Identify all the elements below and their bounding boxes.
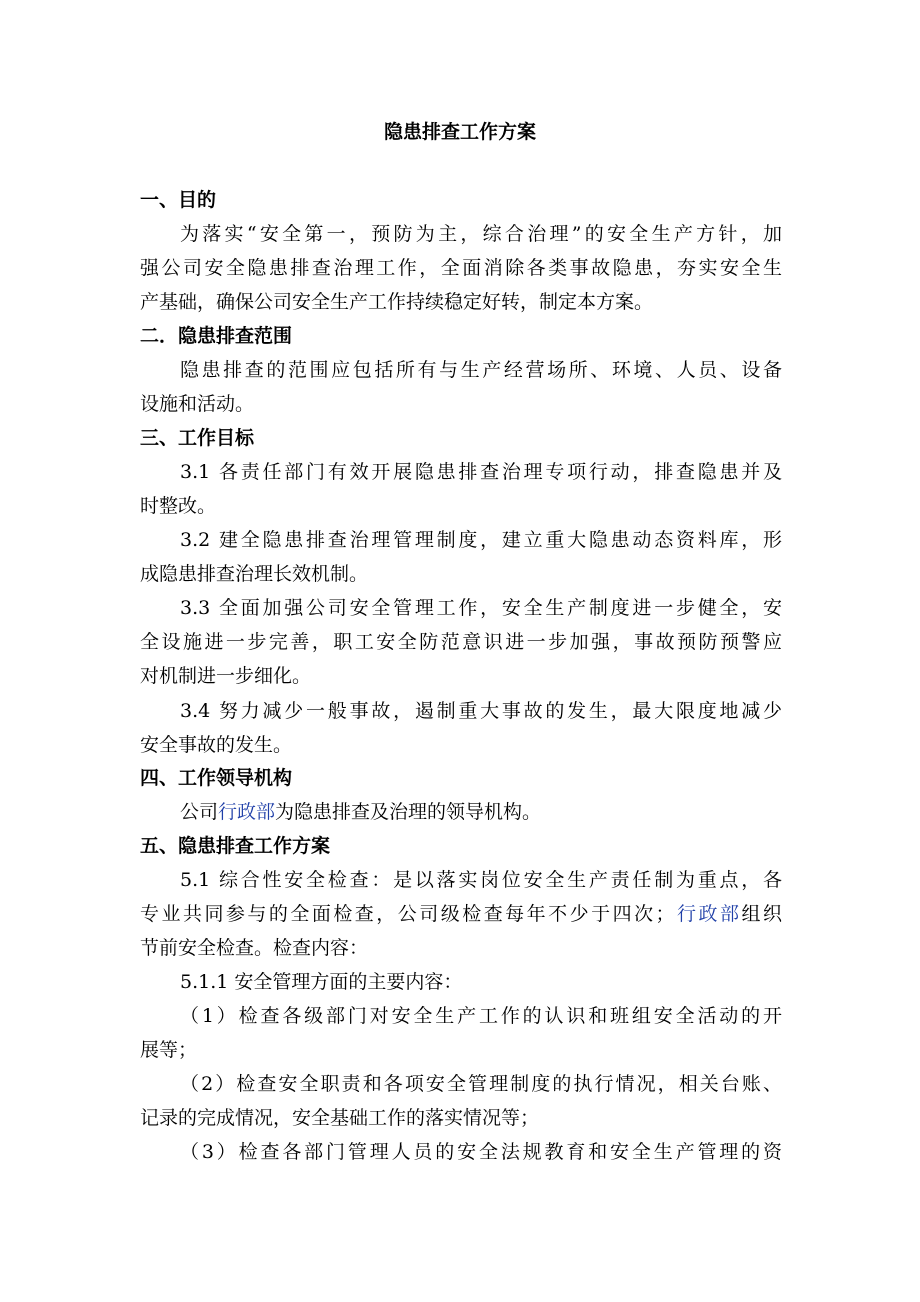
text-line: 节前安全检查。检查内容：	[140, 937, 369, 959]
list-item-2	[140, 1067, 782, 1135]
text-line: 展等；	[140, 1039, 198, 1061]
text-line: 隐患排查的范围应包括所有与生产经营场所、环境、人员、设备	[180, 359, 782, 381]
text-segment: 组织	[741, 903, 782, 925]
list-item-1	[140, 999, 782, 1067]
paragraph-scope	[140, 353, 782, 421]
text-line: 3.1 各责任部门有效开展隐患排查治理专项行动，排查隐患并及	[180, 461, 782, 483]
section-heading-purpose: 一、目的	[140, 189, 217, 211]
section-heading-scope: 二．隐患排查范围	[140, 325, 293, 347]
text-line: 3.2 建全隐患排查治理管理制度，建立重大隐患动态资料库，形	[180, 529, 782, 551]
text-line: 安全事故的发生。	[140, 734, 293, 756]
text-line: 记录的完成情况，安全基础工作的落实情况等；	[140, 1107, 540, 1129]
paragraph-goal-3-3	[140, 591, 782, 693]
paragraph-leadership	[140, 795, 782, 829]
text-segment: 为隐患排查及治理的领导机构。	[275, 801, 542, 823]
admin-department-link[interactable]: 行政部	[218, 801, 276, 823]
text-line: （3）检查各部门管理人员的安全法规教育和安全生产管理的资	[180, 1141, 782, 1163]
paragraph-goal-3-2	[140, 523, 782, 591]
section-heading-leadership: 四、工作领导机构	[140, 767, 293, 789]
paragraph-goal-3-1	[140, 455, 782, 523]
text-line: 成隐患排查治理长效机制。	[140, 563, 369, 585]
section-heading-goals: 三、工作目标	[140, 427, 255, 449]
text-line: 为落实“安全第一，预防为主，综合治理”的安全生产方针，加	[180, 223, 782, 245]
text-line: 3.4 努力减少一般事故，遏制重大事故的发生，最大限度地减少	[180, 700, 782, 722]
text-line: 对机制进一步细化。	[140, 665, 312, 687]
paragraph-goal-3-4	[140, 694, 782, 762]
text-segment: 专业共同参与的全面检查，公司级检查每年不少于四次；	[140, 903, 675, 925]
text-line	[140, 795, 782, 829]
paragraph-purpose	[140, 217, 782, 319]
section-heading-plan: 五、隐患排查工作方案	[140, 835, 331, 857]
text-line: 全设施进一步完善，职工安全防范意识进一步加强，事故预防预警应	[140, 631, 782, 653]
text-line: 产基础，确保公司安全生产工作持续稳定好转，制定本方案。	[140, 291, 654, 313]
text-line: 5.1.1 安全管理方面的主要内容：	[180, 971, 463, 993]
text-line: 强公司安全隐患排查治理工作，全面消除各类事故隐患，夯实安全生	[140, 257, 782, 279]
document-title: 隐患排查工作方案	[383, 121, 536, 143]
text-segment: 公司	[180, 801, 219, 823]
text-line: 时整改。	[140, 495, 217, 517]
text-line	[140, 897, 782, 931]
text-line: （2）检查安全职责和各项安全管理制度的执行情况，相关台账、	[180, 1073, 782, 1095]
paragraph-plan-5-1-1	[140, 965, 782, 999]
list-item-3	[140, 1135, 782, 1169]
paragraph-plan-5-1	[140, 863, 782, 965]
text-line: 设施和活动。	[140, 393, 255, 415]
text-line: 3.3 全面加强公司安全管理工作，安全生产制度进一步健全，安	[180, 597, 782, 619]
text-line: 5.1 综合性安全检查：是以落实岗位安全生产责任制为重点，各	[180, 869, 782, 891]
admin-department-link[interactable]: 行政部	[674, 903, 742, 925]
text-line: （1）检查各级部门对安全生产工作的认识和班组安全活动的开	[180, 1005, 782, 1027]
